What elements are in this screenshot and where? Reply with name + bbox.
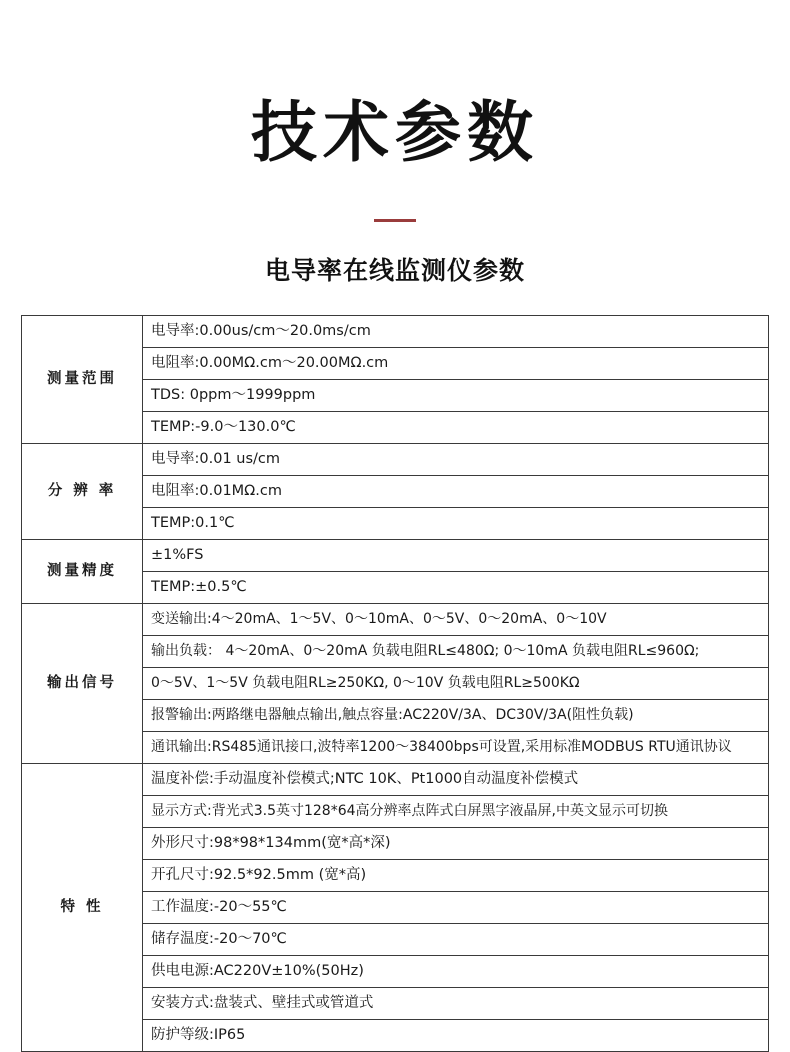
title-divider-wrap <box>0 209 790 219</box>
table-value-cell: 显示方式:背光式3.5英寸128*64高分辨率点阵式白屏黑字液晶屏,中英文显示可切换 <box>143 796 769 828</box>
table-category-cell: 测量精度 <box>22 540 143 604</box>
table-row <box>22 444 769 476</box>
table-value-cell: TDS: 0ppm～1999ppm <box>143 380 769 412</box>
table-value-cell: 开孔尺寸:92.5*92.5mm (宽*高) <box>143 860 769 892</box>
table-value-cell: 变送输出:4～20mA、1～5V、0～10mA、0～5V、0～20mA、0～10V <box>143 604 769 636</box>
table-value-cell: 输出负载： 4～20mA、0～20mA 负载电阻RL≤480Ω; 0～10mA 负载电阻RL≤960Ω; <box>143 636 769 668</box>
table-value-cell: 电导率:0.00us/cm～20.0ms/cm <box>143 316 769 348</box>
table-value-cell: 储存温度:-20～70℃ <box>143 924 769 956</box>
table-row <box>22 764 769 796</box>
table-value-cell: 工作温度:-20～55℃ <box>143 892 769 924</box>
table-row <box>22 604 769 636</box>
table-value-cell: ±1%FS <box>143 540 769 572</box>
table-value-cell: 电导率:0.01 us/cm <box>143 444 769 476</box>
table-row <box>22 540 769 572</box>
table-value-cell: 防护等级:IP65 <box>143 1020 769 1052</box>
table-row <box>22 316 769 348</box>
table-value-cell: TEMP:±0.5℃ <box>143 572 769 604</box>
table-value-cell: 通讯输出:RS485通讯接口,波特率1200～38400bps可设置,采用标准MODBUS RTU通讯协议 <box>143 732 769 764</box>
table-value-cell: 0～5V、1～5V 负载电阻RL≥250KΩ, 0～10V 负载电阻RL≥500KΩ <box>143 668 769 700</box>
specification-table-body <box>22 316 769 1052</box>
table-value-cell: 报警输出:两路继电器触点输出,触点容量:AC220V/3A、DC30V/3A(阻性负载) <box>143 700 769 732</box>
table-category-cell: 特 性 <box>22 764 143 1052</box>
table-value-cell: 外形尺寸:98*98*134mm(宽*高*深) <box>143 828 769 860</box>
table-value-cell: TEMP:0.1℃ <box>143 508 769 540</box>
table-category-cell: 输出信号 <box>22 604 143 764</box>
page-subtitle: 电导率在线监测仪参数 <box>264 256 525 286</box>
table-category-cell: 测量范围 <box>22 316 143 444</box>
table-value-cell: TEMP:-9.0～130.0℃ <box>143 412 769 444</box>
page-title: 技术参数 <box>251 94 539 171</box>
table-value-cell: 电阻率:0.00MΩ.cm～20.00MΩ.cm <box>143 348 769 380</box>
title-divider <box>374 219 416 222</box>
table-value-cell: 安装方式:盘装式、壁挂式或管道式 <box>143 988 769 1020</box>
table-value-cell: 供电电源:AC220V±10%(50Hz) <box>143 956 769 988</box>
specification-table <box>21 315 769 1052</box>
table-value-cell: 电阻率:0.01MΩ.cm <box>143 476 769 508</box>
table-category-cell: 分 辨 率 <box>22 444 143 540</box>
table-value-cell: 温度补偿:手动温度补偿模式;NTC 10K、Pt1000自动温度补偿模式 <box>143 764 769 796</box>
